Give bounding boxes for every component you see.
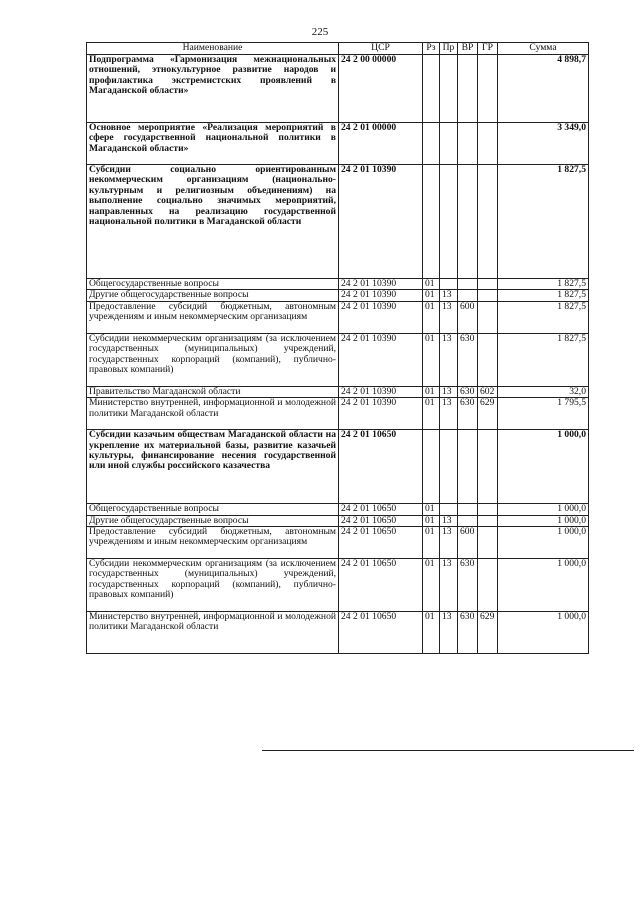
cell-csr: 24 2 01 10390 xyxy=(339,279,423,290)
cell-rz: 01 xyxy=(423,515,440,526)
table-row xyxy=(87,165,589,279)
cell-csr: 24 2 01 10390 xyxy=(339,398,423,430)
cell-vr: 630 xyxy=(458,559,478,612)
cell-gr xyxy=(478,279,498,290)
cell-name: Другие общегосударственные вопросы xyxy=(87,290,339,301)
cell-gr: 602 xyxy=(478,386,498,397)
cell-gr xyxy=(478,301,498,333)
cell-name: Субсидии некоммерческим организациям (за исключением государственных (муниципальных) учреждений, государственных корпораций (компаний), публично-правовых компаний) xyxy=(87,559,339,612)
footer-divider xyxy=(262,750,634,751)
cell-pr xyxy=(440,504,458,515)
cell-sum: 1 827,5 xyxy=(498,290,589,301)
cell-name: Субсидии казачьим обществам Магаданской области на укрепление их материальной базы, развитие казачьей культуры, финансирование несения государственной или иной службы российского казачества xyxy=(87,430,339,504)
header-vr: ВР xyxy=(458,43,478,55)
cell-rz: 01 xyxy=(423,504,440,515)
cell-gr xyxy=(478,165,498,279)
cell-vr: 630 xyxy=(458,398,478,430)
cell-csr: 24 2 01 10650 xyxy=(339,430,423,504)
cell-sum: 1 827,5 xyxy=(498,165,589,279)
cell-rz: 01 xyxy=(423,559,440,612)
cell-name: Субсидии некоммерческим организациям (за исключением государственных (муниципальных) учреждений, государственных корпораций (компаний), публично-правовых компаний) xyxy=(87,333,339,386)
cell-sum: 1 000,0 xyxy=(498,527,589,559)
cell-csr: 24 2 01 10390 xyxy=(339,386,423,397)
page-number: 225 xyxy=(311,26,329,38)
header-rz: Рз xyxy=(423,43,440,55)
cell-rz xyxy=(423,55,440,123)
cell-vr: 630 xyxy=(458,612,478,654)
cell-csr: 24 2 01 10650 xyxy=(339,527,423,559)
cell-pr: 13 xyxy=(440,301,458,333)
cell-sum: 1 000,0 xyxy=(498,515,589,526)
table-row xyxy=(87,301,589,333)
cell-name: Основное мероприятие «Реализация мероприятий в сфере государственной национальной политики в Магаданской области» xyxy=(87,123,339,165)
cell-sum: 1 795,5 xyxy=(498,398,589,430)
cell-pr: 13 xyxy=(440,527,458,559)
cell-sum: 1 827,5 xyxy=(498,333,589,386)
cell-gr xyxy=(478,123,498,165)
cell-name: Предоставление субсидий бюджетным, автономным учреждениям и иным некоммерческим организациям xyxy=(87,527,339,559)
cell-name: Общегосударственные вопросы xyxy=(87,504,339,515)
cell-gr xyxy=(478,527,498,559)
table-row xyxy=(87,290,589,301)
table-row xyxy=(87,279,589,290)
cell-csr: 24 2 01 10390 xyxy=(339,333,423,386)
cell-vr xyxy=(458,55,478,123)
header-sum: Сумма xyxy=(498,43,589,55)
table-row xyxy=(87,559,589,612)
cell-rz: 01 xyxy=(423,612,440,654)
budget-table xyxy=(86,42,589,654)
table-row xyxy=(87,123,589,165)
cell-vr: 630 xyxy=(458,386,478,397)
cell-rz: 01 xyxy=(423,333,440,386)
cell-rz xyxy=(423,430,440,504)
cell-vr: 600 xyxy=(458,527,478,559)
cell-gr xyxy=(478,55,498,123)
cell-sum: 1 000,0 xyxy=(498,612,589,654)
cell-sum: 1 000,0 xyxy=(498,430,589,504)
cell-vr: 600 xyxy=(458,301,478,333)
cell-pr: 13 xyxy=(440,386,458,397)
cell-rz: 01 xyxy=(423,386,440,397)
cell-name: Субсидии социально ориентированным некоммерческим организациям (национально-культурным и религиозным объединениям) на выполнение социально значимых мероприятий, направленных на реализацию государственной национальной политики в Магаданской области xyxy=(87,165,339,279)
cell-pr: 13 xyxy=(440,398,458,430)
cell-pr: 13 xyxy=(440,559,458,612)
cell-gr: 629 xyxy=(478,398,498,430)
cell-vr xyxy=(458,123,478,165)
cell-sum: 4 898,7 xyxy=(498,55,589,123)
table-row xyxy=(87,430,589,504)
cell-vr xyxy=(458,430,478,504)
cell-csr: 24 2 01 10390 xyxy=(339,165,423,279)
cell-name: Министерство внутренней, информационной и молодежной политики Магаданской области xyxy=(87,612,339,654)
table-row xyxy=(87,527,589,559)
cell-pr xyxy=(440,430,458,504)
cell-vr xyxy=(458,504,478,515)
cell-pr xyxy=(440,165,458,279)
table-row xyxy=(87,398,589,430)
cell-pr xyxy=(440,55,458,123)
cell-csr: 24 2 01 00000 xyxy=(339,123,423,165)
cell-name: Предоставление субсидий бюджетным, автономным учреждениям и иным некоммерческим организациям xyxy=(87,301,339,333)
cell-pr: 13 xyxy=(440,333,458,386)
cell-csr: 24 2 01 10390 xyxy=(339,290,423,301)
cell-gr xyxy=(478,515,498,526)
cell-vr xyxy=(458,279,478,290)
cell-pr: 13 xyxy=(440,612,458,654)
cell-sum: 32,0 xyxy=(498,386,589,397)
header-csr: ЦСР xyxy=(339,43,423,55)
cell-rz: 01 xyxy=(423,301,440,333)
cell-vr: 630 xyxy=(458,333,478,386)
cell-csr: 24 2 01 10650 xyxy=(339,504,423,515)
cell-sum: 1 827,5 xyxy=(498,279,589,290)
cell-pr: 13 xyxy=(440,290,458,301)
cell-rz xyxy=(423,123,440,165)
cell-csr: 24 2 01 10650 xyxy=(339,612,423,654)
table-row xyxy=(87,55,589,123)
cell-name: Подпрограмма «Гармонизация межнациональных отношений, этнокультурное развитие народов и профилактика экстремистских проявлений в Магаданской области» xyxy=(87,55,339,123)
cell-rz xyxy=(423,165,440,279)
cell-gr xyxy=(478,430,498,504)
cell-pr: 13 xyxy=(440,515,458,526)
cell-gr xyxy=(478,559,498,612)
table-row xyxy=(87,386,589,397)
cell-csr: 24 2 00 00000 xyxy=(339,55,423,123)
table-row xyxy=(87,504,589,515)
header-pr: Пр xyxy=(440,43,458,55)
cell-sum: 1 827,5 xyxy=(498,301,589,333)
cell-name: Правительство Магаданской области xyxy=(87,386,339,397)
table-body xyxy=(87,55,589,654)
cell-rz: 01 xyxy=(423,398,440,430)
table-header xyxy=(87,43,589,55)
cell-name: Общегосударственные вопросы xyxy=(87,279,339,290)
cell-gr xyxy=(478,290,498,301)
cell-vr xyxy=(458,515,478,526)
cell-name: Министерство внутренней, информационной и молодежной политики Магаданской области xyxy=(87,398,339,430)
header-name: Наименование xyxy=(87,43,339,55)
table-row xyxy=(87,612,589,654)
cell-gr xyxy=(478,333,498,386)
cell-vr xyxy=(458,290,478,301)
cell-pr xyxy=(440,123,458,165)
header-gr: ГР xyxy=(478,43,498,55)
cell-sum: 1 000,0 xyxy=(498,504,589,515)
cell-sum: 1 000,0 xyxy=(498,559,589,612)
cell-gr xyxy=(478,504,498,515)
cell-gr: 629 xyxy=(478,612,498,654)
cell-rz: 01 xyxy=(423,279,440,290)
table-row xyxy=(87,515,589,526)
cell-csr: 24 2 01 10650 xyxy=(339,515,423,526)
cell-csr: 24 2 01 10390 xyxy=(339,301,423,333)
table-row xyxy=(87,333,589,386)
cell-vr xyxy=(458,165,478,279)
cell-rz: 01 xyxy=(423,527,440,559)
cell-csr: 24 2 01 10650 xyxy=(339,559,423,612)
cell-sum: 3 349,0 xyxy=(498,123,589,165)
cell-pr xyxy=(440,279,458,290)
cell-name: Другие общегосударственные вопросы xyxy=(87,515,339,526)
cell-rz: 01 xyxy=(423,290,440,301)
